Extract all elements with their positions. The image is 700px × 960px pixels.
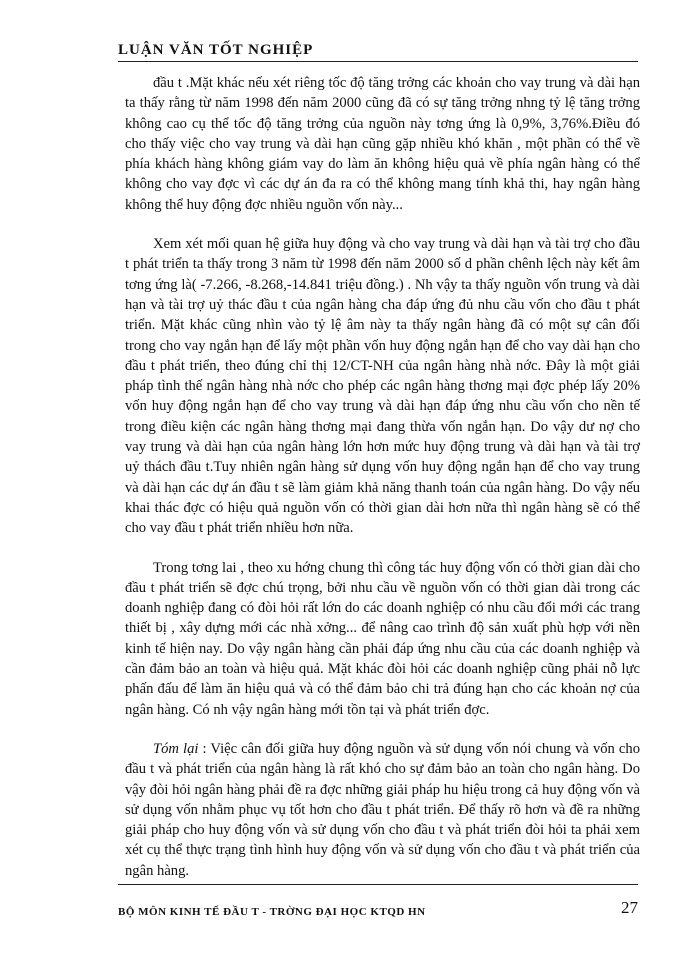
page-header [118,40,638,62]
document-body [125,73,640,881]
page-footer [118,884,640,934]
paragraph-3-text: Trong tơng lai , theo xu hớng chung thì công tác huy động vốn có thời gian dài cho đầu t phát triển sẽ đợc chú trọng, bởi nhu cầu về nguồn vốn có thời gian dài trong các doanh nghiệp đang có đòi hỏi rất lớn do các doanh nghiệp có nhu cầu đổi mới các trang thiết bị , xây dựng mới các nhà xởng... để nâng cao trình độ sản xuất phù hợp với nền kinh tế hiện nay. Do vậy ngân hàng cần phải đáp ứng nhu cầu của các doanh nghiệp và cần đảm bảo an toàn và hiệu quả. Mặt khác đòi hỏi các doanh nghiệp cũng phải nỗ lực phấn đấu để làm ăn hiệu quả và có thể đảm bảo chi trả đúng hạn cho các khoản nợ của ngân hàng. Có nh vậy ngân hàng mới tồn tại và phát triển đợc. [125,559,640,718]
paragraph-1 [125,73,640,215]
paragraph-4 [125,739,640,881]
paragraph-3 [125,558,640,720]
page-number: 27 [621,898,638,917]
paragraph-1-text: đầu t .Mặt khác nếu xét riêng tốc độ tăng trởng các khoản cho vay trung và dài hạn ta thấy rằng từ năm 1998 đến năm 2000 cũng đã có sự tăng trởng nhng tỷ lệ tăng trởng không cao cụ thể tốc độ tăng trởng của nguồn này tơng ứng là 0,9%, 3,76%.Điều đó cho thấy việc cho vay trung và dài hạn cũng gặp nhiều khó khăn , một phần có thể về phía khách hàng không giám vay do làm ăn không hiệu quả về phía ngân hàng có thể không cho vay đợc vì các dự án đa ra có thể không mang tính khả thi, hay ngân hàng không thể huy động đợc nhiều nguồn vốn này... [125,75,640,213]
paragraph-2 [125,234,640,538]
paragraph-4-text: : Việc cân đối giữa huy động nguồn và sử dụng vốn nói chung và vốn cho đầu t và phát triển của ngân hàng là rất khó cho sự đảm bảo an toàn cho ngân hàng. Do vậy đòi hỏi ngân hàng phải đề ra đợc những giải pháp hu hiệu trong cả huy động vốn và sử dụng vốn nhằm phục vụ tốt hơn cho đầu t phát triển. Để thấy rõ hơn và đề ra những giải pháp cho huy động vốn và sử dụng vốn cho đầu t và phát triển đòi hỏi ta phải xem xét cụ thể thực trạng tình hình huy động vốn và sử dụng vốn cho đầu t và phát triển của ngân hàng. [125,740,640,879]
header-title: LUẬN VĂN TỐT NGHIỆP [118,42,314,58]
summary-lead: Tóm lại [153,740,199,757]
footer-rule [118,884,638,885]
header-rule [118,61,638,62]
paragraph-2-text: Xem xét mối quan hệ giữa huy động và cho vay trung và dài hạn và tài trợ cho đầu t phát triển ta thấy trong 3 năm từ 1998 đến năm 2000 số d phần chênh lệch này kết âm tơng ứng là( -7.266, -8.268,-14.841 triệu đồng.) . Nh vậy ta thấy nguồn vốn trung và dài hạn và tài trợ uỷ thác đầu t của ngân hàng cha đáp ứng đủ nhu cầu vốn cho đầu t phát triển. Mặt khác cũng nhìn vào tỷ lệ âm này ta thấy ngân hàng đã có một sự cân đối trong cho vay ngắn hạn để lấy một phần vốn huy động ngắn hạn để cho vay dài hạn cho đầu t phát triển, theo đúng chỉ thị 12/CT-NH của ngân hàng nhà nớc. Đây là một giải pháp tình thế ngân hàng nhà nớc cho phép các ngân hàng thơng mại đợc phép lấy 20% vốn huy động ngắn hạn để cho vay trung và dài hạn đáp ứng nhu cầu vốn cho nền tế trong điều kiện các ngân hàng thơng mại đang thừa vốn ngắn hạn. Do vậy dư nợ cho vay trung và dài hạn của ngân hàng lớn hơn mức huy động trung và dài hạn và tài trợ uỷ thách đầu t.Tuy nhiên ngân hàng sử dụng vốn huy động ngắn hạn để cho vay trung và dài hạn các dự án đầu t sẽ làm giảm khả năng thanh toán của ngân hàng. Do vậy nếu khai thác đợc có hiệu quả nguồn vốn có thời gian dài hơn nữa thì ngân hàng sẽ có thể cho vay đầu t phát triển nhiều hơn nữa. [125,236,640,537]
footer-text: BỘ MÔN KINH TẾ ĐẦU T - TRỜNG ĐẠI HỌC KTQD HN [118,906,426,918]
